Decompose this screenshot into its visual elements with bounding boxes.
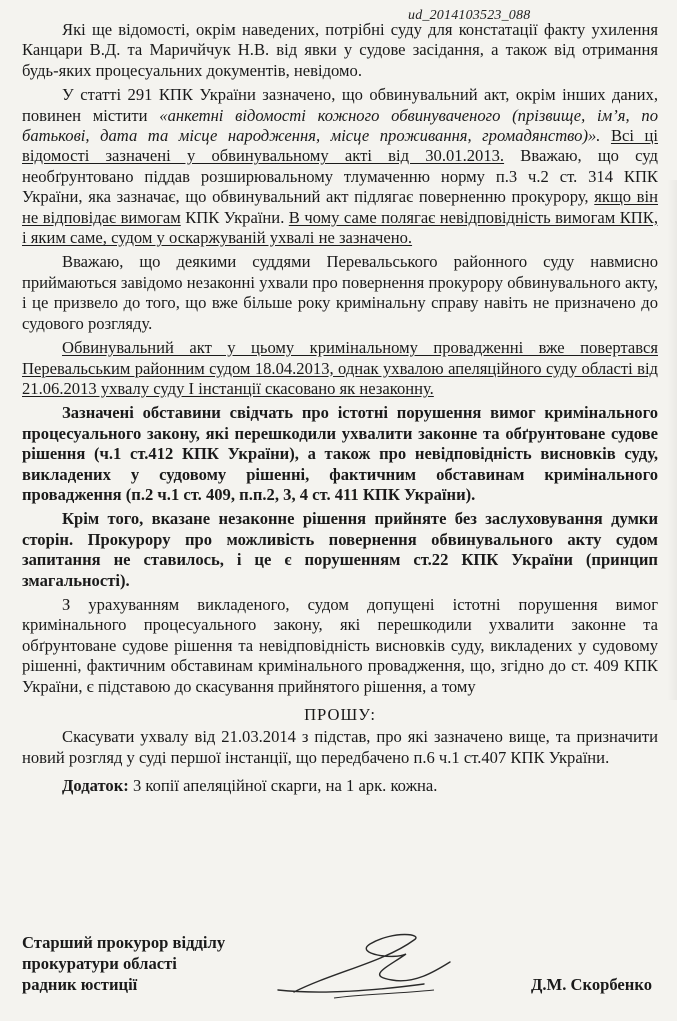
handwritten-signature — [274, 932, 454, 1008]
scan-edge-shading — [667, 180, 677, 700]
p2-part-a: У статті 291 КПК України зазначено, що обвинувальний акт, окрім інших даних, повинен містити — [22, 85, 658, 125]
paragraph-2 — [22, 85, 658, 248]
request-heading: ПРОШУ: — [304, 705, 376, 724]
signatory-line-3: радник юстиції — [22, 975, 138, 994]
paragraph-7: З урахуванням викладеного, судом допущені істотні порушення вимог кримінального процесуального закону, які перешкодили ухвалити законне та обґрунтоване судове рішення та невідповідність висновків суду, викладених у судовому рішенні, фактичним обставинам кримінального провадження, що, згідно до ст. 409 КПК України, є підставою до скасування прийнятого рішення, а тому — [22, 594, 658, 696]
p2-part-e: Вважаю, що суд необґрунтовано піддав розширювальному тлумаченню норму п.3 ч.2 ст. 314 КПК України, яка зазначає, що обвинувальний акт підлягає поверненню прокурору, — [22, 146, 658, 207]
signatory-name: Д.М. Скорбенко — [530, 975, 652, 994]
paragraph-attachment — [22, 776, 658, 796]
signatory-title — [22, 932, 225, 995]
signature-block — [22, 932, 658, 1012]
p2-part-g: КПК України. — [180, 207, 289, 227]
p2-underlined-3: В чому саме полягає невідповідність вимогам КПК, і яким саме, судом у оскаржуваній ухвалі не зазначено. — [22, 207, 658, 248]
p2-space — [600, 126, 611, 145]
attachment-text: 3 копії апеляційної скарги, на 1 арк. кожна. — [128, 776, 438, 796]
paragraph-6: Крім того, вказане незаконне рішення прийняте без заслуховування думки сторін. Прокурору про можливість повернення обвинувального акту судом запитання не ставилось, і це є порушенням ст.22 КПК України (принцип змагальності). — [22, 509, 658, 590]
paragraph-5: Зазначені обставини свідчать про істотні порушення вимог кримінального процесуального закону, які перешкодили ухвалити законне та обґрунтоване судове рішення (ч.1 ст.412 КПК України), а також про невідповідність висновків суду, викладених у судовому рішенні, фактичним обставинам кримінального провадження (п.2 ч.1 ст. 409, п.п.2, 3, 4 ст. 411 КПК України). — [22, 403, 658, 504]
document-body — [22, 20, 658, 801]
paragraph-1: Які ще відомості, окрім наведених, потрібні суду для констатації факту ухилення Канцари В.Д. та Маричйчук Н.В. від явки у судове засідання, а також від отримання будь-яких процесуальних документів, невідомо. — [22, 20, 658, 80]
paragraph-4: Обвинувальний акт у цьому кримінальному провадженні вже повертався Перевальським районним судом 18.04.2013, однак ухвалою апеляційного суду області від 21.06.2013 ухвалу суду І інстанції скасовано як незаконну. — [22, 338, 658, 398]
paragraph-8: Скасувати ухвалу від 21.03.2014 з підстав, про які зазначено вище, та призначити новий розгляд у суді першої інстанції, що передбачено п.6 ч.1 ст.407 КПК України. — [22, 727, 658, 767]
p2-underlined-2: якщо він не відповідає вимогам — [22, 187, 659, 227]
p2-quote: «анкетні відомості кожного обвинуваченого (прізвище, ім’я, по батькові, дата та місце народження, місце проживання, громадянство)». — [22, 105, 658, 146]
paragraph-3: Вважаю, що деякими суддями Перевальського районного суду навмисно приймаються завідомо незаконні ухвали про повернення прокурору обвинувального акту, і це призвело до того, що вже більше року кримінальну справу навіть не призначено до судового розгляду. — [22, 252, 658, 333]
p2-underlined-1: Всі ці відомості зазначені у обвинувальному акті від 30.01.2013. — [22, 126, 658, 166]
document-id: ud_2014103523_088 — [408, 8, 531, 23]
signatory-line-1: Старший прокурор відділу — [22, 933, 226, 952]
signatory-line-2: прокуратури області — [22, 954, 177, 973]
attachment-label: Додаток: — [62, 776, 129, 796]
